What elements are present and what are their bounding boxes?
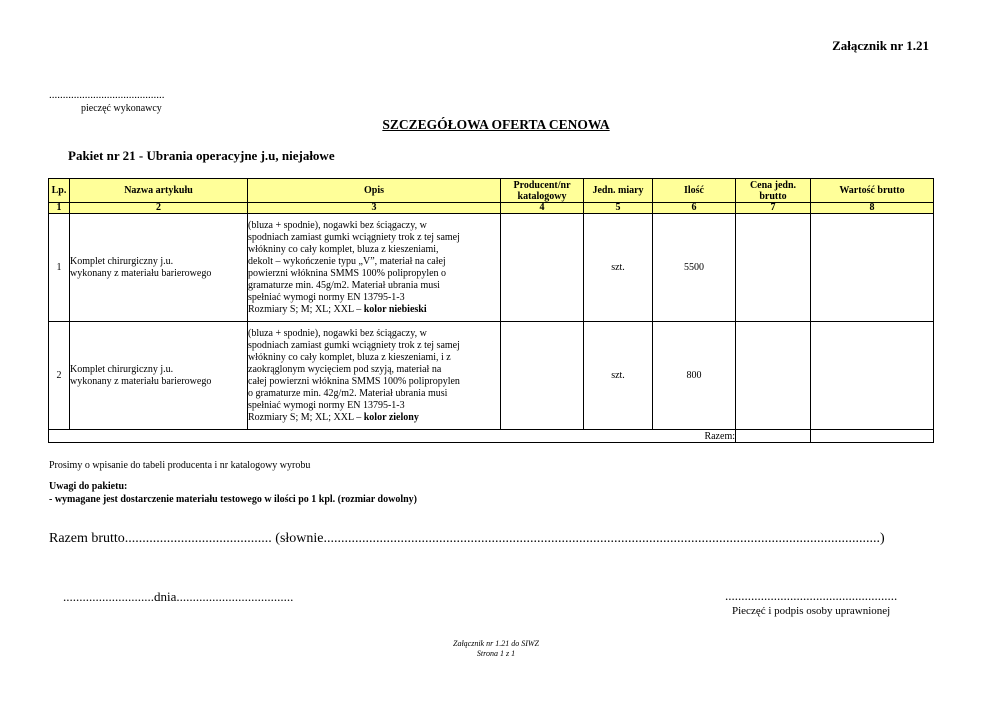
description-line: dekolt – wykończenie typu „V”, materiał na całej — [248, 255, 446, 267]
package-title: Pakiet nr 21 - Ubrania operacyjne j.u, niejałowe — [68, 148, 335, 163]
value-cell[interactable] — [811, 214, 934, 322]
quantity-cell: 5500 — [653, 214, 736, 322]
description-line — [248, 412, 500, 424]
sum-label: Razem: — [49, 430, 736, 443]
date-line: ............................dnia.................................... — [63, 589, 294, 604]
description-line: spodniach zamiast gumki wciągniety trok z tej samej — [248, 339, 460, 351]
column-header: Wartość brutto — [811, 179, 934, 203]
description-line: spełniać wymogi normy EN 13795-1-3 — [248, 399, 405, 411]
column-number: 6 — [653, 203, 736, 214]
producer-cell[interactable] — [501, 322, 584, 430]
producer-note: Prosimy o wpisanie do tabeli producenta i nr katalogowy wyrobu — [49, 460, 311, 471]
description-line: włókniny co cały komplet, bluza z kieszeniami, i z — [248, 351, 451, 363]
description-line: spełniać wymogi normy EN 13795-1-3 — [248, 291, 405, 303]
sum-value-cell[interactable] — [811, 430, 934, 443]
document-title: SZCZEGÓŁOWA OFERTA CENOWA — [382, 117, 610, 132]
unit-cell: szt. — [584, 214, 653, 322]
description-line: o gramaturze min. 42g/m2. Materiał ubrania musi — [248, 387, 448, 399]
unit-cell: szt. — [584, 322, 653, 430]
column-number: 8 — [811, 203, 934, 214]
stamp-dotted-line: .......................................... — [49, 89, 165, 101]
article-name-line: wykonany z materiału barierowego — [70, 375, 212, 387]
sum-row — [49, 430, 934, 443]
quantity-cell: 800 — [653, 322, 736, 430]
table-row — [49, 322, 934, 430]
description-line — [248, 304, 500, 316]
description-line: zaokrąglonym wycięciem pod szyją, materiał na — [248, 363, 442, 375]
sum-spacer-cell — [736, 430, 811, 443]
sizes-text: Rozmiary S; M; XL; XXL – — [248, 303, 364, 315]
article-name — [70, 214, 248, 322]
offer-table — [48, 178, 934, 443]
row-number: 2 — [49, 322, 70, 430]
description-line: całej powierzni włóknina SMMS 100% polipropylen — [248, 375, 460, 387]
column-number: 4 — [501, 203, 584, 214]
article-description — [248, 214, 501, 322]
footer-page: Strona 1 z 1 — [476, 649, 516, 658]
column-header: Nazwa artykułu — [70, 179, 248, 203]
remarks-title: Uwagi do pakietu: — [49, 481, 128, 492]
description-line: włókniny co cały komplet, bluza z kieszeniami, — [248, 243, 439, 255]
column-number: 2 — [70, 203, 248, 214]
column-header: Jedn. miary — [584, 179, 653, 203]
column-number-row — [49, 203, 934, 214]
description-line: spodniach zamiast gumki wciągniety trok z tej samej — [248, 231, 460, 243]
unit-price-cell[interactable] — [736, 322, 811, 430]
column-header: Opis — [248, 179, 501, 203]
column-header: Producent/nr katalogowy — [501, 179, 584, 203]
stamp-label: pieczęć wykonawcy — [81, 103, 162, 114]
table-row — [49, 214, 934, 322]
table-header-row — [49, 179, 934, 203]
color-text: kolor zielony — [363, 411, 419, 423]
color-text: kolor niebieski — [363, 303, 427, 315]
article-description — [248, 322, 501, 430]
value-cell[interactable] — [811, 322, 934, 430]
description-line: powierzni włóknina SMMS 100% polipropylen o — [248, 267, 447, 279]
row-number: 1 — [49, 214, 70, 322]
producer-cell[interactable] — [501, 214, 584, 322]
article-name-line: wykonany z materiału barierowego — [70, 267, 212, 279]
column-header: Ilość — [653, 179, 736, 203]
article-name — [70, 322, 248, 430]
remarks-line: - wymagane jest dostarczenie materiału testowego w ilości po 1 kpl. (rozmiar dowolny) — [49, 494, 418, 505]
footer-annex: Załącznik nr 1.21 do SIWZ — [453, 639, 539, 648]
description-line: gramaturze min. 45g/m2. Materiał ubrania musi — [248, 279, 440, 291]
column-number: 1 — [49, 203, 70, 214]
unit-price-cell[interactable] — [736, 214, 811, 322]
column-number: 3 — [248, 203, 501, 214]
total-gross-line: Razem brutto.......................................... (słownie...............................................................................................................................................................) — [49, 531, 885, 546]
signature-dotted-line: ..................................................... — [725, 588, 898, 603]
column-number: 5 — [584, 203, 653, 214]
signature-label: Pieczęć i podpis osoby uprawnionej — [732, 605, 891, 617]
sizes-text: Rozmiary S; M; XL; XXL – — [248, 411, 364, 423]
description-line: (bluza + spodnie), nogawki bez ściągaczy, w — [248, 219, 427, 231]
description-line: (bluza + spodnie), nogawki bez ściągaczy, w — [248, 327, 427, 339]
article-name-line: Komplet chirurgiczny j.u. — [70, 255, 174, 267]
column-header: Lp. — [49, 179, 70, 203]
annex-number: Załącznik nr 1.21 — [832, 38, 929, 53]
column-header: Cena jedn. brutto — [736, 179, 811, 203]
article-name-line: Komplet chirurgiczny j.u. — [70, 363, 174, 375]
column-number: 7 — [736, 203, 811, 214]
